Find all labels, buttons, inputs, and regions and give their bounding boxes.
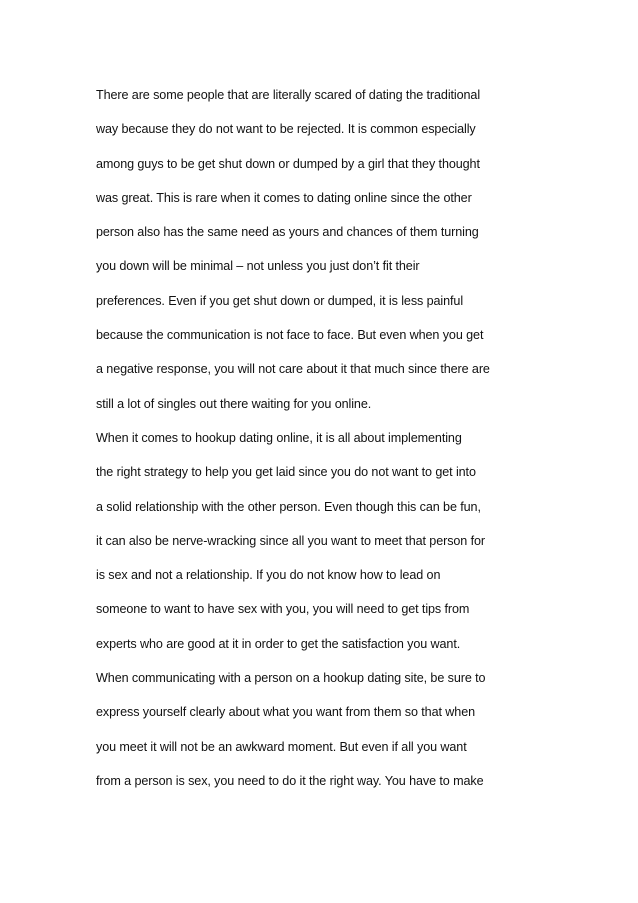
text-line: express yourself clearly about what you want from them so that when	[96, 705, 475, 720]
text-line: among guys to be get shut down or dumped by a girl that they thought	[96, 156, 480, 171]
paragraph-3	[96, 665, 546, 802]
text-line: you down will be minimal – not unless you just don’t fit their	[96, 259, 420, 274]
text-line: the right strategy to help you get laid since you do not want to get into	[96, 465, 476, 480]
text-line: preferences. Even if you get shut down or dumped, it is less painful	[96, 293, 464, 308]
text-line: you meet it will not be an awkward moment. But even if all you want	[96, 739, 467, 754]
text-line: There are some people that are literally scared of dating the traditional	[96, 88, 481, 102]
text-line: When communicating with a person on a hookup dating site, be sure to	[96, 671, 486, 686]
document-body	[96, 82, 546, 802]
text-line: still a lot of singles out there waiting for you online.	[96, 396, 372, 411]
text-line: is sex and not a relationship. If you do not know how to lead on	[96, 568, 441, 583]
text-line: When it comes to hookup dating online, it is all about implementing	[96, 430, 462, 445]
text-line: because the communication is not face to face. But even when you get	[96, 328, 484, 343]
text-line: someone to want to have sex with you, you will need to get tips from	[96, 602, 470, 617]
text-line: a solid relationship with the other person. Even though this can be fun,	[96, 499, 481, 514]
text-line: from a person is sex, you need to do it the right way. You have to make	[96, 773, 484, 788]
text-line: way because they do not want to be rejected. It is common especially	[96, 122, 476, 137]
text-line: person also has the same need as yours and chances of them turning	[96, 225, 479, 240]
text-line: was great. This is rare when it comes to dating online since the other	[96, 190, 472, 205]
text-line: it can also be nerve-wracking since all you want to meet that person for	[96, 533, 486, 548]
paragraph-2	[96, 425, 546, 665]
text-line: a negative response, you will not care about it that much since there are	[96, 362, 490, 377]
paragraph-1	[96, 82, 546, 425]
text-line: experts who are good at it in order to get the satisfaction you want.	[96, 636, 461, 651]
